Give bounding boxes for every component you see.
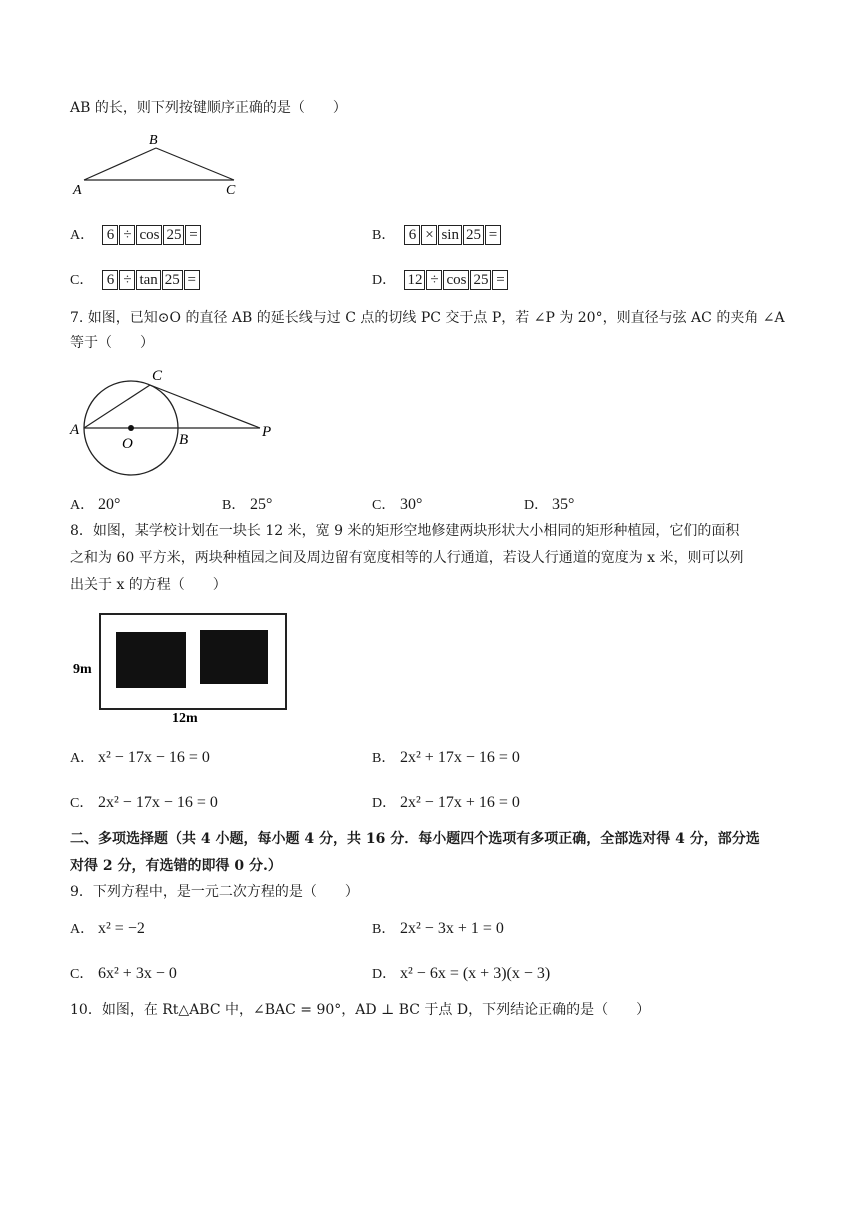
option-equation: 6x² + 3x − 0	[98, 965, 177, 982]
q6-option-c[interactable]	[70, 269, 200, 292]
key: ÷	[119, 270, 135, 290]
q7-tangent-pc	[150, 385, 260, 428]
q7-label-c: C	[152, 368, 163, 384]
q6-triangle-figure	[70, 128, 250, 200]
q6-side-ab	[84, 148, 156, 180]
key: 25	[463, 225, 484, 245]
q8-height-label: 9m	[73, 662, 92, 677]
key-sequence	[102, 225, 201, 245]
q10-stem: 10．如图，在 Rt△ABC 中，∠BAC = 90°，AD ⊥ BC 于点 D，下列结论正确的是（ ）	[70, 1002, 651, 1018]
q8-option-d[interactable]	[372, 792, 520, 815]
section2-header-line1: 二、多项选择题（共 4 小题，每小题 4 分，共 16 分．每小题四个选项有多项正确，全部选对得 4 分，部分选	[70, 831, 760, 847]
q7-option-c[interactable]	[372, 494, 422, 517]
key: cos	[136, 225, 162, 245]
q8-plot-left	[116, 632, 186, 688]
key: 12	[404, 270, 425, 290]
q7-label-b: B	[179, 432, 189, 448]
option-label: D．	[524, 498, 549, 513]
q6-stem-tail: AB 的长，则下列按键顺序正确的是（ ）	[70, 100, 347, 116]
q7-option-b[interactable]	[222, 494, 272, 517]
q6-vertex-a: A	[73, 183, 82, 198]
q6-vertex-c: C	[226, 183, 236, 198]
option-label: B．	[222, 498, 246, 513]
key: ÷	[119, 225, 135, 245]
option-equation: x² − 6x = (x + 3)(x − 3)	[400, 965, 551, 982]
option-label: B．	[372, 751, 396, 766]
q6-option-a[interactable]	[70, 224, 201, 247]
q8-stem-line3: 出关于 x 的方程（ ）	[70, 577, 227, 593]
option-equation: 2x² − 17x + 16 = 0	[400, 794, 520, 811]
option-text: 25°	[250, 496, 273, 513]
option-equation: 2x² + 17x − 16 = 0	[400, 749, 520, 766]
key-sequence	[404, 270, 508, 290]
option-equation: 2x² − 17x − 16 = 0	[98, 794, 218, 811]
option-equation: 2x² − 3x + 1 = 0	[400, 920, 504, 937]
key-sequence	[102, 270, 199, 290]
q6-option-d[interactable]	[372, 269, 508, 292]
key: =	[184, 270, 200, 290]
q8-stem-line2: 之和为 60 平方米，两块种植园之间及周边留有宽度相等的人行通道，若设人行通道的宽度为 x 米，则可以列	[70, 550, 744, 566]
q8-stem-line1: 8．如图，某学校计划在一块长 12 米，宽 9 米的矩形空地修建两块形状大小相同的矩形种植园，它们的面积	[70, 523, 740, 539]
option-label: C．	[372, 498, 396, 513]
option-equation: x² = −2	[98, 920, 145, 937]
key: 6	[102, 270, 118, 290]
q7-center-dot	[128, 425, 134, 431]
q8-plot-right	[200, 630, 268, 684]
option-label: A．	[70, 922, 95, 937]
option-label: D．	[372, 796, 397, 811]
q6-vertex-b: B	[149, 133, 158, 148]
option-label: B．	[372, 922, 396, 937]
option-text: 20°	[98, 496, 121, 513]
q6-option-b[interactable]	[372, 224, 501, 247]
q9-option-a[interactable]	[70, 918, 145, 941]
q8-option-b[interactable]	[372, 747, 520, 770]
q9-option-c[interactable]	[70, 963, 177, 986]
key: tan	[136, 270, 160, 290]
key: =	[492, 270, 508, 290]
q7-label-o: O	[122, 436, 133, 452]
option-equation: x² − 17x − 16 = 0	[98, 749, 210, 766]
q8-option-c[interactable]	[70, 792, 218, 815]
q7-option-a[interactable]	[70, 494, 120, 517]
key: =	[185, 225, 201, 245]
key: ÷	[426, 270, 442, 290]
key: 6	[102, 225, 118, 245]
option-label: C．	[70, 796, 94, 811]
q8-width-label: 12m	[172, 711, 198, 726]
option-label: A．	[70, 751, 95, 766]
option-label: C．	[70, 273, 94, 288]
key: 25	[163, 225, 184, 245]
q6-side-bc	[156, 148, 234, 180]
option-label: C．	[70, 967, 94, 982]
q8-option-a[interactable]	[70, 747, 210, 770]
q9-option-b[interactable]	[372, 918, 504, 941]
option-label: D．	[372, 967, 397, 982]
q7-stem-line1: 7. 如图，已知⊙O 的直径 AB 的延长线与过 C 点的切线 PC 交于点 P，若 ∠P 为 20°，则直径与弦 AC 的夹角 ∠A	[70, 310, 785, 326]
q8-field-figure	[70, 608, 300, 728]
option-label: B．	[372, 228, 396, 243]
key-sequence	[404, 225, 501, 245]
key: cos	[443, 270, 469, 290]
q9-option-d[interactable]	[372, 963, 550, 986]
option-text: 35°	[552, 496, 575, 513]
q7-stem-line2: 等于（ ）	[70, 335, 154, 351]
key: sin	[438, 225, 462, 245]
q7-option-d[interactable]	[524, 494, 574, 517]
q7-label-a: A	[70, 422, 80, 438]
key: 6	[404, 225, 420, 245]
q7-chord-ac	[84, 385, 150, 428]
key: =	[485, 225, 501, 245]
section2-header-line2: 对得 2 分，有选错的即得 0 分.）	[70, 858, 282, 874]
key: ×	[421, 225, 437, 245]
key: 25	[470, 270, 491, 290]
q9-stem: 9．下列方程中，是一元二次方程的是（ ）	[70, 884, 359, 900]
option-label: A．	[70, 228, 95, 243]
q7-label-p: P	[262, 424, 272, 440]
option-text: 30°	[400, 496, 423, 513]
option-label: D．	[372, 273, 397, 288]
option-label: A．	[70, 498, 95, 513]
key: 25	[162, 270, 183, 290]
q7-circle-figure	[66, 362, 286, 486]
